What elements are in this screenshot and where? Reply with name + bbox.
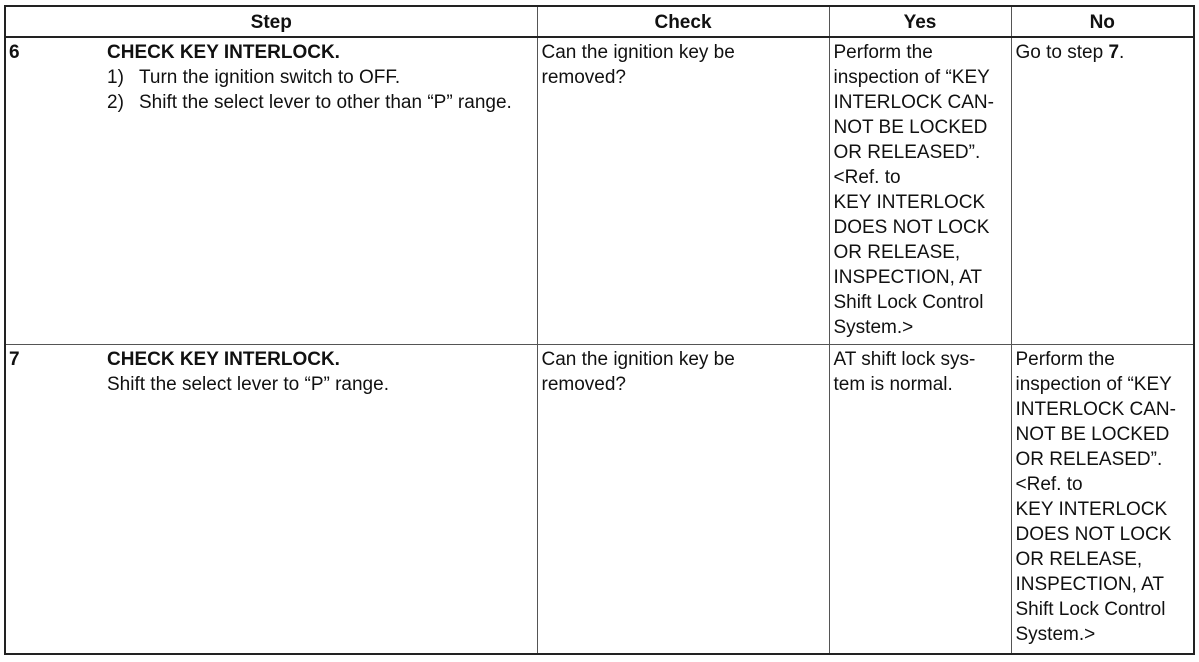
- no-line: OR RELEASED”.: [1015, 448, 1163, 470]
- yes-cell: [829, 37, 1011, 344]
- substep: [107, 90, 533, 115]
- substep-number: 2): [107, 92, 124, 113]
- step-title: CHECK KEY INTERLOCK.: [107, 42, 340, 63]
- no-line: OR RELEASE,: [1015, 548, 1143, 570]
- check-cell: Can the ignition key be removed?: [537, 37, 829, 344]
- no-step-ref: 7: [1108, 42, 1120, 63]
- yes-line: NOT BE LOCKED: [833, 117, 988, 138]
- no-line: <Ref. to: [1015, 473, 1083, 495]
- no-text: Go to step: [1015, 42, 1109, 63]
- step-text: Shift the select lever to “P” range.: [107, 373, 389, 395]
- yes-line: AT shift lock sys-: [833, 348, 976, 370]
- yes-line: INTERLOCK CAN-: [833, 92, 994, 113]
- no-line: INSPECTION, AT: [1015, 573, 1165, 595]
- no-cell: [1011, 37, 1194, 344]
- header-check: Check: [537, 6, 829, 37]
- yes-line: tem is normal.: [833, 373, 953, 395]
- no-line: KEY INTERLOCK: [1015, 498, 1168, 520]
- yes-line: Perform the: [833, 42, 933, 63]
- diagnostic-table: [4, 5, 1195, 655]
- check-cell: Can the ignition key be removed?: [537, 344, 829, 654]
- yes-line: Shift Lock Control: [833, 292, 984, 313]
- header-yes: Yes: [829, 6, 1011, 37]
- step-number: 7: [9, 348, 20, 370]
- header-no: No: [1011, 6, 1194, 37]
- yes-line: <Ref. to: [833, 167, 901, 188]
- substep-text: Turn the ignition switch to OFF.: [139, 67, 401, 88]
- substep-text: Shift the select lever to other than “P” range.: [139, 92, 512, 113]
- yes-line: OR RELEASED”.: [833, 142, 981, 163]
- step-cell: [5, 344, 537, 654]
- step-title: CHECK KEY INTERLOCK.: [107, 348, 340, 370]
- no-line: INTERLOCK CAN-: [1015, 398, 1176, 420]
- no-line: Shift Lock Control: [1015, 598, 1166, 620]
- table-row: [5, 37, 1194, 344]
- step-number: 6: [9, 42, 20, 63]
- header-row: [5, 6, 1194, 37]
- substep-number: 1): [107, 67, 124, 88]
- yes-line: OR RELEASE,: [833, 242, 961, 263]
- no-line: Perform the: [1015, 348, 1115, 370]
- no-line: NOT BE LOCKED: [1015, 423, 1170, 445]
- diagnostic-table-container: [4, 5, 1193, 655]
- no-line: inspection of “KEY: [1015, 373, 1172, 395]
- table-row: [5, 344, 1194, 654]
- no-line: System.>: [1015, 623, 1096, 645]
- no-suffix: .: [1119, 42, 1125, 63]
- yes-cell: [829, 344, 1011, 654]
- yes-line: DOES NOT LOCK: [833, 217, 990, 238]
- yes-line: INSPECTION, AT: [833, 267, 983, 288]
- header-step: Step: [5, 6, 537, 37]
- yes-line: KEY INTERLOCK: [833, 192, 986, 213]
- step-cell: [5, 37, 537, 344]
- yes-line: System.>: [833, 317, 914, 338]
- substep: [107, 65, 533, 90]
- no-line: DOES NOT LOCK: [1015, 523, 1172, 545]
- no-cell: [1011, 344, 1194, 654]
- yes-line: inspection of “KEY: [833, 67, 990, 88]
